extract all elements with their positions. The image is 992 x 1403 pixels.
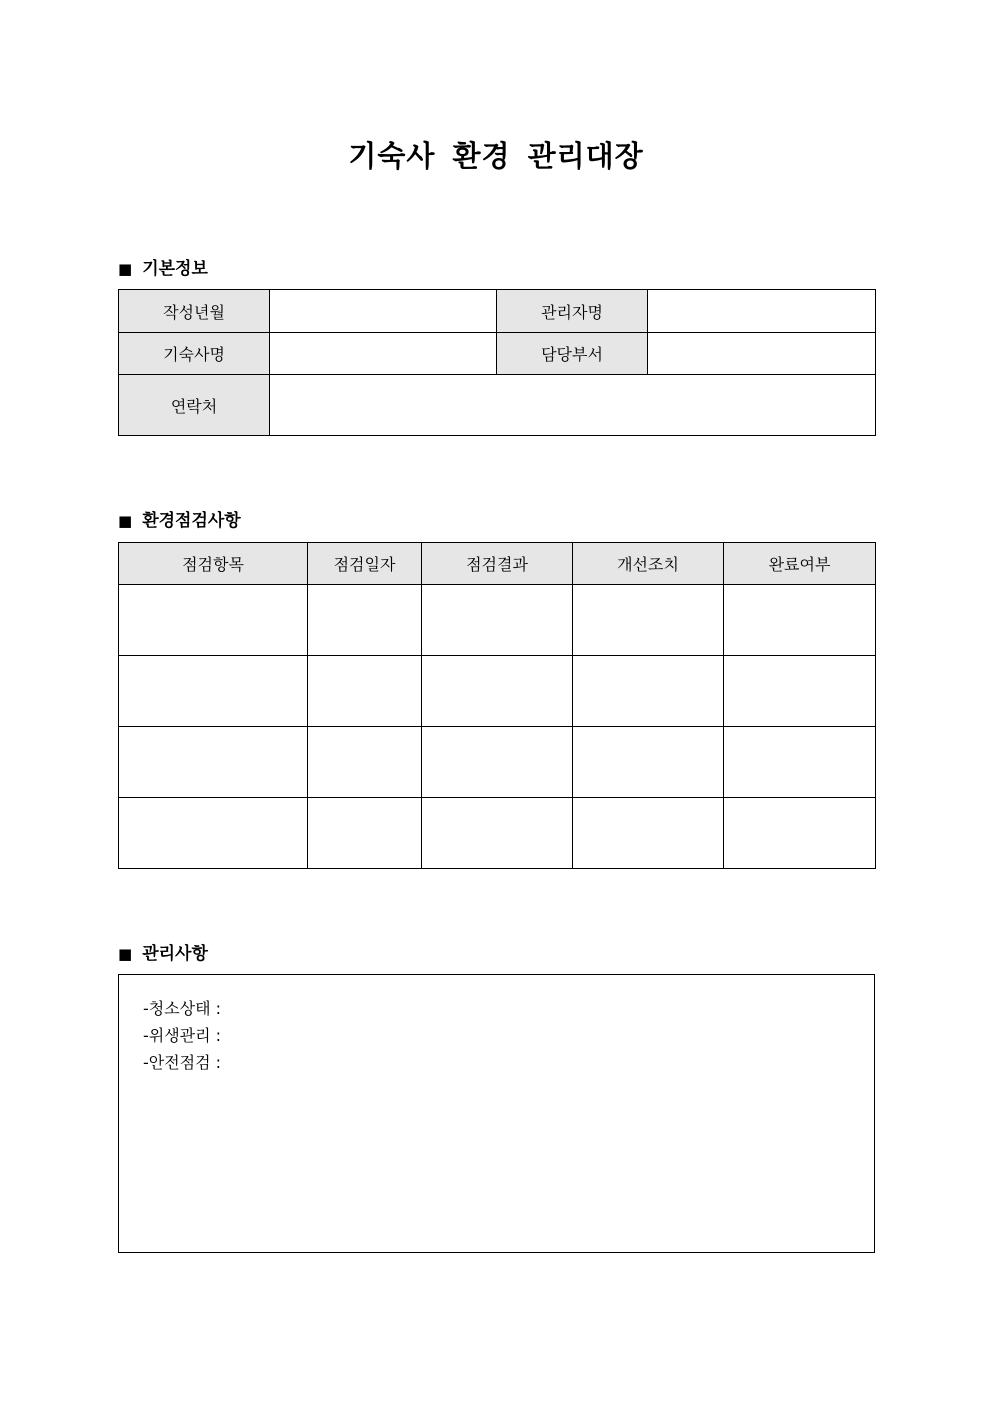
cell-date[interactable]: [308, 656, 422, 727]
table-row: [119, 585, 876, 656]
field-dorm-name[interactable]: [270, 333, 497, 375]
cell-result[interactable]: [422, 798, 573, 869]
cell-item[interactable]: [119, 585, 308, 656]
label-contact: 연락처: [119, 375, 270, 436]
table-row: [119, 798, 876, 869]
page-title: 기숙사 환경 관리대장: [348, 139, 644, 173]
section-marker-icon: ■: [118, 945, 133, 963]
column-header: 점검결과: [422, 543, 573, 585]
column-header: 완료여부: [724, 543, 876, 585]
basic-info-heading-text: 기본정보: [142, 259, 208, 279]
management-heading: [118, 939, 208, 964]
field-department[interactable]: [648, 333, 876, 375]
cell-completed[interactable]: [724, 727, 876, 798]
table-row: [119, 727, 876, 798]
inspection-table: [118, 542, 876, 869]
cell-item[interactable]: [119, 656, 308, 727]
label-dorm-name: 기숙사명: [119, 333, 270, 375]
field-written-month[interactable]: [270, 290, 497, 333]
note-cleaning: -청소상태 :: [143, 999, 222, 1018]
basic-info-heading: [118, 254, 208, 279]
field-contact[interactable]: [270, 375, 876, 436]
section-marker-icon: ■: [118, 260, 133, 278]
cell-result[interactable]: [422, 656, 573, 727]
note-hygiene: -위생관리 :: [143, 1026, 222, 1045]
column-header: 점검항목: [119, 543, 308, 585]
basic-info-table: [118, 289, 876, 436]
cell-item[interactable]: [119, 727, 308, 798]
cell-action[interactable]: [573, 656, 724, 727]
label-department: 담당부서: [497, 333, 648, 375]
note-safety: -안전점검 :: [143, 1053, 222, 1072]
field-manager[interactable]: [648, 290, 876, 333]
cell-completed[interactable]: [724, 798, 876, 869]
cell-completed[interactable]: [724, 656, 876, 727]
cell-date[interactable]: [308, 727, 422, 798]
cell-date[interactable]: [308, 585, 422, 656]
cell-result[interactable]: [422, 727, 573, 798]
inspection-heading: [118, 506, 241, 531]
column-header: 점검일자: [308, 543, 422, 585]
cell-completed[interactable]: [724, 585, 876, 656]
label-written-month: 작성년월: [119, 290, 270, 333]
cell-action[interactable]: [573, 585, 724, 656]
cell-action[interactable]: [573, 727, 724, 798]
section-marker-icon: ■: [118, 512, 133, 530]
cell-item[interactable]: [119, 798, 308, 869]
cell-date[interactable]: [308, 798, 422, 869]
inspection-heading-text: 환경점검사항: [142, 511, 241, 531]
label-manager: 관리자명: [497, 290, 648, 333]
table-row: [119, 656, 876, 727]
management-heading-text: 관리사항: [142, 944, 208, 964]
management-notes[interactable]: [118, 974, 875, 1253]
column-header: 개선조치: [573, 543, 724, 585]
cell-action[interactable]: [573, 798, 724, 869]
cell-result[interactable]: [422, 585, 573, 656]
